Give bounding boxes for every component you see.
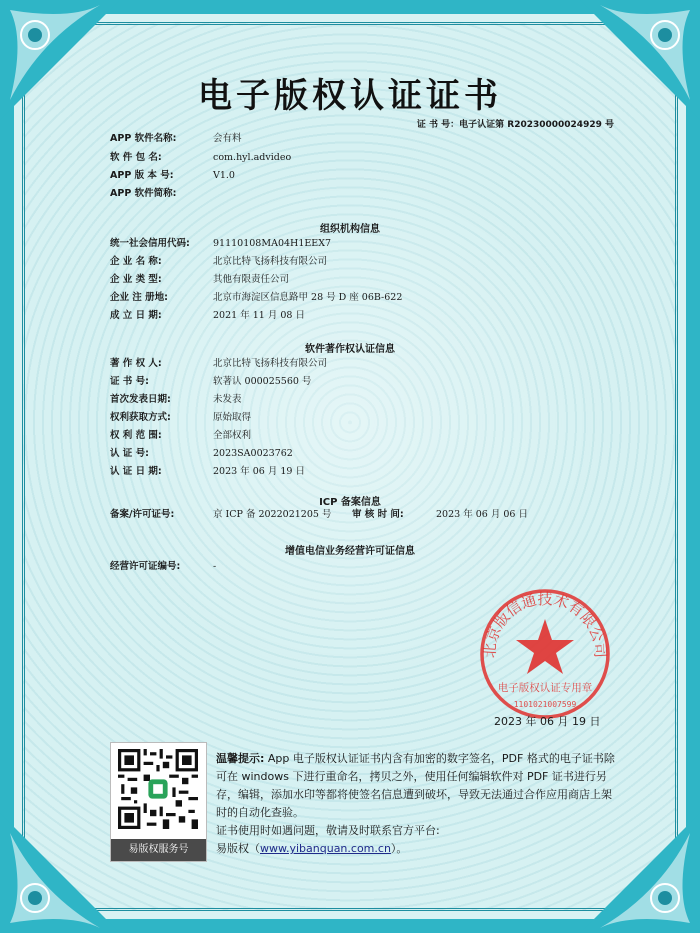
notice-title: 温馨提示: [216,752,265,765]
copyright-row [110,429,251,443]
org-row [110,291,402,305]
copyright-row [110,465,305,479]
notice-paragraph: App 电子版权认证证书内含有加密的数字签名，PDF 格式的电子证书除可在 windows 下进行重命名，拷贝之外，使用任何编辑软件对 PDF 证书进行另存，编辑，添加水印等都将使签名信息遭到破坏，导致无法通过合作应用商店上架时的自动化查验。 [216,752,615,819]
field-value: 原始取得 [213,412,252,423]
website-link[interactable]: www.yibanquan.com.cn [260,842,391,855]
field-value: com.hyl.advideo [213,152,292,163]
field-value: 2023SA0023762 [213,448,293,459]
seal-inner-text: 电子版权认证专用章 [497,682,593,694]
org-row [110,273,289,287]
field-value: 京 ICP 备 2022021205 号 [213,509,332,520]
org-row [110,237,331,251]
field-value: 全部权利 [213,430,252,441]
field-value: 未发表 [213,394,242,405]
notice-contact-line: 证书使用时如遇问题，敬请及时联系官方平台: [216,824,440,837]
field-label: 认 证 日 期: [110,466,162,477]
field-value: 软著认 000025560 号 [213,376,312,387]
field-value: 2021 年 11 月 08 日 [213,310,305,321]
field-label: APP 软件简称: [110,188,177,199]
field-value: 91110108MA04H1EEX7 [213,238,332,249]
seal-code: 1101021007599 [513,700,577,709]
field-label: 统一社会信用代码: [110,238,190,249]
certificate-title: 电子版权认证证书 [198,76,502,116]
corner-ornament-icon [0,813,120,933]
copyright-row [110,393,242,407]
field-value: 2023 年 06 月 19 日 [213,466,305,477]
copyright-row [110,447,293,461]
copyright-row [110,357,327,371]
field-value: 北京比特飞扬科技有限公司 [213,256,328,267]
field-value: - [213,561,217,572]
field-label: 成 立 日 期: [110,310,162,321]
field-label: 著 作 权 人: [110,358,162,369]
field-label: 首次发表日期: [110,394,171,405]
field-value: 会有料 [213,133,242,144]
app-package-row [110,151,291,165]
telecom-section-heading: 增值电信业务经营许可证信息 [285,546,415,557]
field-value: V1.0 [213,170,235,181]
qr-banner-label: 易版权服务号 [111,839,206,861]
certificate-number: 证 书 号：电子认证第 R20230000024929 号 [416,120,614,130]
field-label: 权 利 范 围: [110,430,162,441]
field-value: 2023 年 06 月 06 日 [436,509,528,520]
app-name-row [110,132,242,146]
field-label: 企 业 名 称: [110,256,162,267]
notice-website-suffix: ）。 [390,842,408,855]
icp-license-row [110,508,331,522]
notice-website-prefix: 易版权（ [216,842,260,855]
qr-code-icon [118,749,198,829]
app-version-row [110,169,235,183]
field-value: 其他有限责任公司 [213,274,290,285]
copyright-row [110,411,251,425]
field-value: 北京市海淀区信息路甲 28 号 D 座 06B-622 [213,292,403,303]
field-label: 备案/许可证号: [110,509,175,520]
field-label: 经营许可证编号: [110,561,181,572]
notice-website-line [216,840,616,858]
seal-ring-text: 北京版信通技术有限公司 [480,589,610,659]
telecom-license-row [110,560,216,574]
field-label: 证 书 号: [110,376,149,387]
field-value: 北京比特飞扬科技有限公司 [213,358,328,369]
org-section-heading: 组织机构信息 [320,224,380,235]
copyright-row [110,375,311,389]
field-label: 企 业 类 型: [110,274,162,285]
notice-block [216,750,616,858]
seal-date: 2023 年 06 月 19 日 [494,715,601,728]
field-label: 权利获取方式: [110,412,171,423]
field-label: 审 核 时 间: [352,509,404,520]
field-label: 软 件 包 名: [110,152,162,163]
qr-code-card [110,742,207,862]
official-seal-icon [478,587,612,721]
field-label: APP 版 本 号: [110,170,174,181]
org-row [110,255,327,269]
field-label: 认 证 号: [110,448,149,459]
icp-review-row [352,508,528,522]
icp-section-heading: ICP 备案信息 [319,497,381,508]
org-row [110,309,305,323]
copyright-section-heading: 软件著作权认证信息 [305,344,395,355]
field-label: 企业 注 册地: [110,292,168,303]
app-short-name-row [110,187,213,201]
field-label: APP 软件名称: [110,133,177,144]
